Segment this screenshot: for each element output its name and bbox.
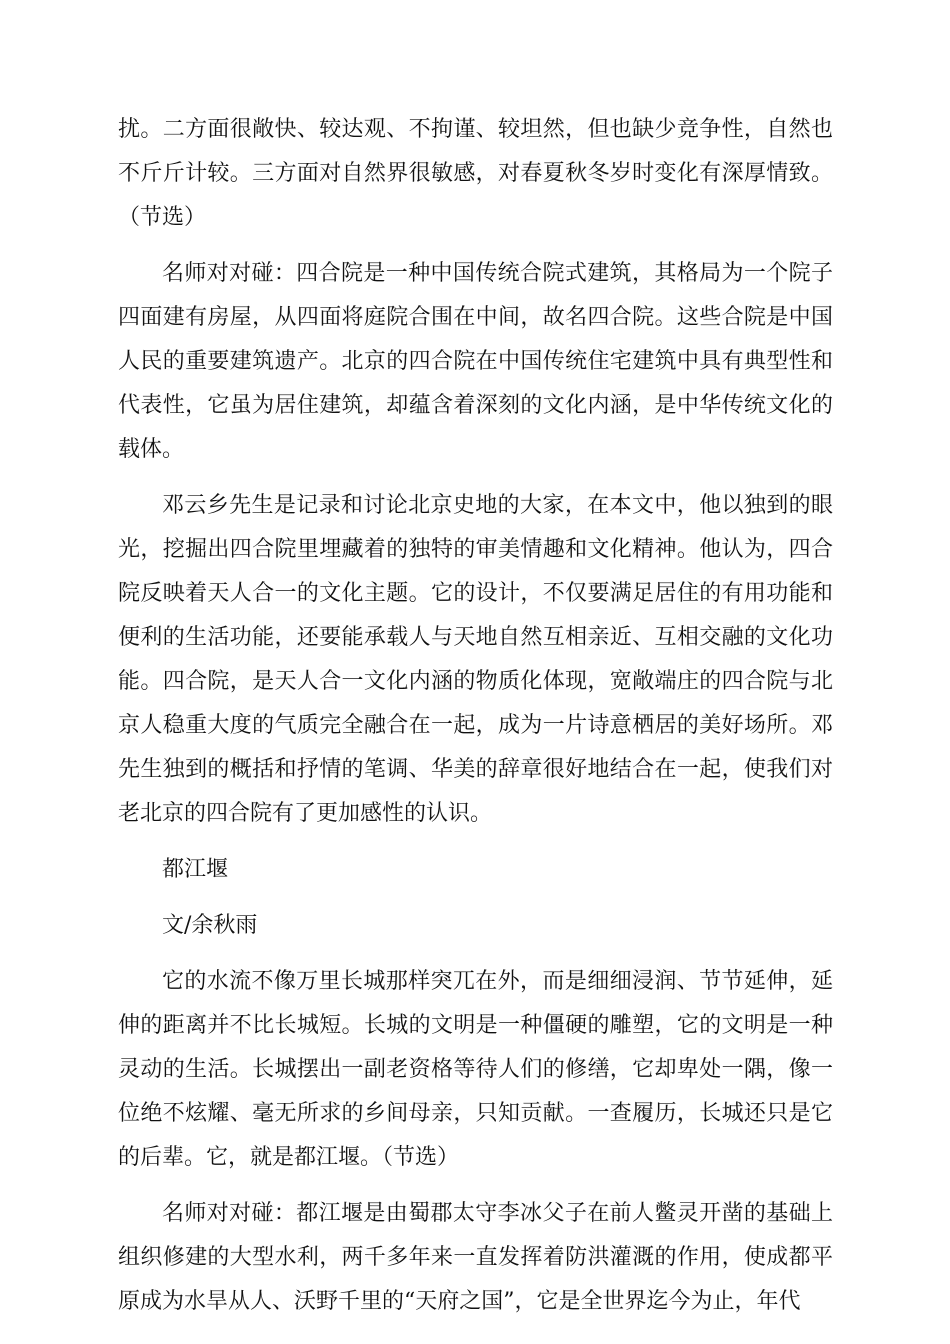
document-body xyxy=(118,108,833,1336)
paragraph-commentary-dujiangyan: 名师对对碰：都江堰是由蜀郡太守李冰父子在前人鳖灵开凿的基础上组织修建的大型水利，两千多年来一直发挥着防洪灌溉的作用，使成都平原成为水旱从人、沃野千里的“天府之国”，它是全世界迄今为止，年代 xyxy=(118,1201,833,1314)
article-author: 文/余秋雨 xyxy=(162,913,258,938)
paragraph-deng-yunxiang: 邓云乡先生是记录和讨论北京史地的大家，在本文中，他以独到的眼光，挖掘出四合院里埋藏着的独特的审美情趣和文化精神。他认为，四合院反映着天人合一的文化主题。它的设计，不仅要满足居住的有用功能和便利的生活功能，还要能承载人与天地自然互相亲近、互相交融的文化功能。四合院，是天人合一文化内涵的物质化体现，宽敞端庄的四合院与北京人稳重大度的气质完全融合在一起，成为一片诗意栖居的美好场所。邓先生独到的概括和抒情的笔调、华美的辞章很好地结合在一起，使我们对老北京的四合院有了更加感性的认识。 xyxy=(118,493,833,826)
paragraph-continuation: 扰。二方面很敞快、较达观、不拘谨、较坦然，但也缺少竞争性，自然也不斤斤计较。三方面对自然界很敏感，对春夏秋冬岁时变化有深厚情致。（节选） xyxy=(118,117,833,230)
paragraph-dujiangyan-excerpt: 它的水流不像万里长城那样突兀在外，而是细细浸润、节节延伸，延伸的距离并不比长城短。长城的文明是一种僵硬的雕塑，它的文明是一种灵动的生活。长城摆出一副老资格等待人们的修缮，它却卑处一隅，像一位绝不炫耀、毫无所求的乡间母亲，只知贡献。一查履历，长城还只是它的后辈。它，就是都江堰。（节选） xyxy=(118,969,833,1170)
article-title: 都江堰 xyxy=(162,857,229,882)
paragraph-commentary-siheyuan: 名师对对碰：四合院是一种中国传统合院式建筑，其格局为一个院子四面建有房屋，从四面将庭院合围在中间，故名四合院。这些合院是中国人民的重要建筑遗产。北京的四合院在中国传统住宅建筑中具有典型性和代表性，它虽为居住建筑，却蕴含着深刻的文化内涵，是中华传统文化的载体。 xyxy=(118,261,833,462)
